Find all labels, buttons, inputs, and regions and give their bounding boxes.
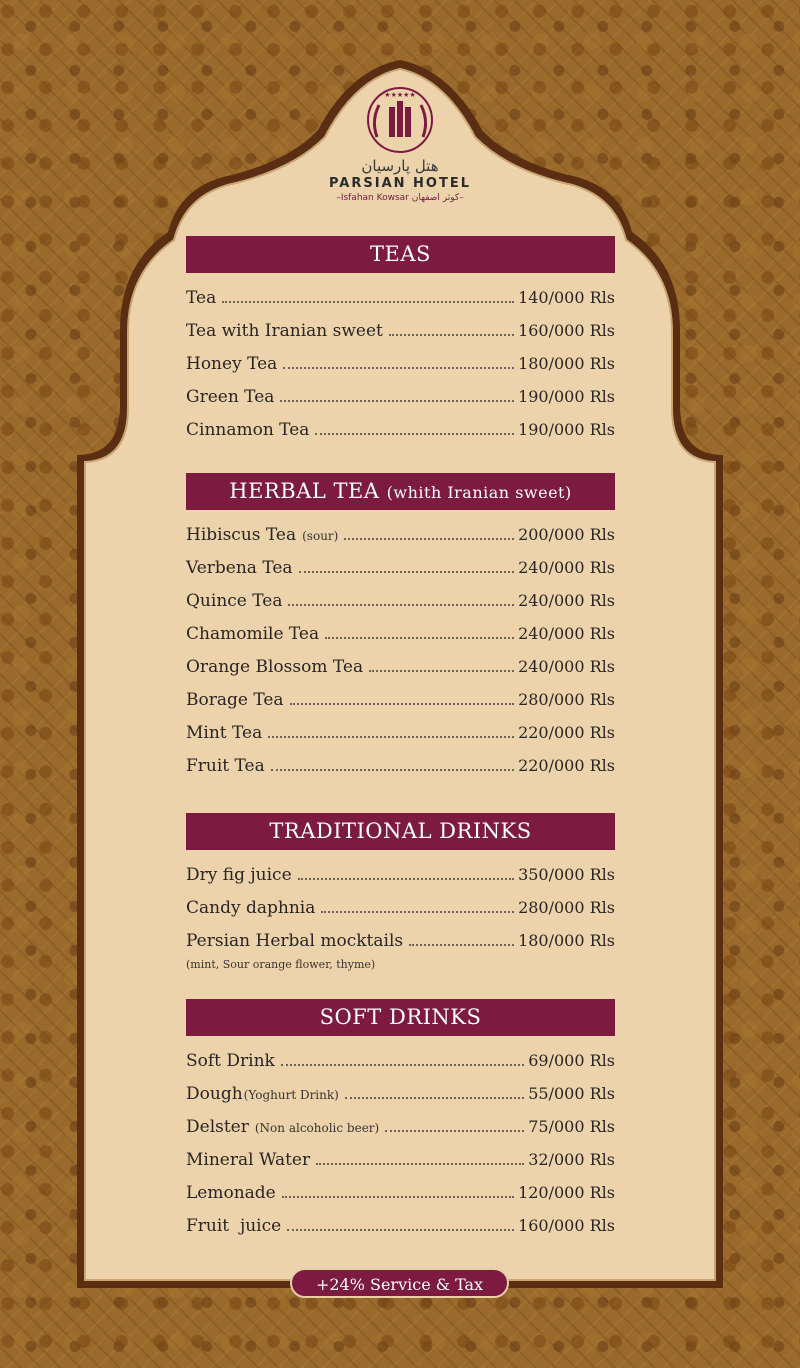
item-note: (Non alcoholic beer)	[254, 1121, 380, 1135]
menu-item	[186, 525, 615, 558]
item-name: Orange Blossom Tea	[186, 657, 364, 677]
item-name: Hibiscus Tea	[186, 525, 297, 545]
item-price: 32/000 Rls	[528, 1150, 615, 1169]
item-name: Green Tea	[186, 387, 275, 407]
item-price: 280/000 Rls	[518, 690, 615, 709]
item-price: 190/000 Rls	[518, 387, 615, 406]
item-name: Cinnamon Tea	[186, 420, 310, 440]
item-price: 180/000 Rls	[518, 931, 615, 950]
dot-leader	[409, 943, 514, 946]
dot-leader	[271, 768, 514, 771]
item-name: Honey Tea	[186, 354, 278, 374]
dot-leader	[345, 1096, 524, 1099]
brand-location: –Isfahan Kowsar کوثر اصفهان–	[336, 193, 464, 203]
dot-leader	[298, 877, 514, 880]
dot-leader	[315, 432, 514, 435]
dot-leader	[268, 735, 514, 738]
menu-item	[186, 1150, 615, 1183]
dot-leader	[316, 1162, 524, 1165]
section-heading	[186, 813, 615, 850]
dot-leader	[287, 1228, 514, 1231]
section-heading	[186, 473, 615, 510]
item-price: 120/000 Rls	[518, 1183, 615, 1202]
item-name: Lemonade	[186, 1183, 276, 1203]
menu-item	[186, 1051, 615, 1084]
item-name: Mineral Water	[186, 1150, 311, 1170]
item-name: Fruit Tea	[186, 756, 265, 776]
menu-item	[186, 354, 615, 387]
menu-item	[186, 865, 615, 898]
item-name: Chamomile Tea	[186, 624, 320, 644]
dot-leader	[325, 636, 514, 639]
item-name: Dough	[186, 1084, 243, 1104]
item-name: Fruit juice	[186, 1216, 282, 1236]
menu-item	[186, 723, 615, 756]
menu-item	[186, 657, 615, 690]
dot-leader	[290, 702, 515, 705]
dot-leader	[344, 537, 514, 540]
section-heading	[186, 236, 615, 273]
dot-leader	[299, 570, 515, 573]
item-name: Persian Herbal mocktails	[186, 931, 404, 951]
item-price: 75/000 Rls	[528, 1117, 615, 1136]
menu-item	[186, 321, 615, 354]
dot-leader	[321, 910, 514, 913]
section-teas	[186, 236, 615, 453]
item-price: 69/000 Rls	[528, 1051, 615, 1070]
item-price: 240/000 Rls	[518, 657, 615, 676]
item-price: 140/000 Rls	[518, 288, 615, 307]
menu-item	[186, 288, 615, 321]
item-price: 160/000 Rls	[518, 1216, 615, 1235]
hotel-building-laurel-icon	[363, 85, 437, 155]
dot-leader	[281, 1063, 524, 1066]
item-name: Borage Tea	[186, 690, 284, 710]
section-title: SOFT DRINKS	[319, 1005, 482, 1029]
item-detail: (mint, Sour orange flower, thyme)	[186, 958, 376, 971]
menu-item	[186, 1084, 615, 1117]
item-price: 280/000 Rls	[518, 898, 615, 917]
dot-leader	[385, 1129, 524, 1132]
menu-item	[186, 624, 615, 657]
dot-leader	[283, 366, 514, 369]
menu-item	[186, 1216, 615, 1249]
item-price: 55/000 Rls	[528, 1084, 615, 1103]
menu-item	[186, 1183, 615, 1216]
item-name: Delster	[186, 1117, 249, 1137]
brand-name-persian: هتل پارسیان	[361, 157, 439, 175]
item-price: 240/000 Rls	[518, 591, 615, 610]
item-price: 350/000 Rls	[518, 865, 615, 884]
section-title: TRADITIONAL DRINKS	[269, 819, 532, 843]
item-name: Candy daphnia	[186, 898, 316, 918]
item-name: Mint Tea	[186, 723, 263, 743]
section-title: TEAS	[370, 242, 431, 266]
dot-leader	[288, 603, 514, 606]
item-price: 180/000 Rls	[518, 354, 615, 373]
menu-item	[186, 387, 615, 420]
menu-item	[186, 690, 615, 723]
item-price: 200/000 Rls	[518, 525, 615, 544]
item-price: 240/000 Rls	[518, 624, 615, 643]
item-name: Soft Drink	[186, 1051, 275, 1071]
section-traditional-drinks	[186, 813, 615, 980]
item-note: (sour)	[302, 529, 339, 543]
service-tax-badge: +24% Service & Tax	[290, 1268, 509, 1298]
item-price: 220/000 Rls	[518, 723, 615, 742]
item-name: Quince Tea	[186, 591, 283, 611]
dot-leader	[282, 1195, 514, 1198]
item-price: 190/000 Rls	[518, 420, 615, 439]
brand-name-english: PARSIAN HOTEL	[328, 176, 472, 191]
menu-item	[186, 756, 615, 789]
section-subtitle: (whith Iranian sweet)	[386, 483, 572, 502]
item-name: Dry fig juice	[186, 865, 292, 885]
svg-text:★★★★★: ★★★★★	[384, 91, 416, 99]
hotel-logo	[300, 85, 500, 203]
item-note: (Yoghurt Drink)	[243, 1088, 339, 1102]
section-title: HERBAL TEA	[229, 479, 380, 503]
menu-item	[186, 420, 615, 453]
section-soft-drinks	[186, 999, 615, 1249]
dot-leader	[369, 669, 514, 672]
item-price: 160/000 Rls	[518, 321, 615, 340]
menu-item	[186, 591, 615, 624]
item-name: Tea	[186, 288, 217, 308]
dot-leader	[222, 300, 514, 303]
menu-item	[186, 558, 615, 591]
section-herbal-tea	[186, 473, 615, 789]
dot-leader	[389, 333, 514, 336]
item-name: Verbena Tea	[186, 558, 293, 578]
section-heading	[186, 999, 615, 1036]
item-price: 220/000 Rls	[518, 756, 615, 775]
dot-leader	[280, 399, 514, 402]
item-price: 240/000 Rls	[518, 558, 615, 577]
item-name: Tea with Iranian sweet	[186, 321, 383, 341]
menu-item	[186, 898, 615, 931]
menu-item	[186, 1117, 615, 1150]
